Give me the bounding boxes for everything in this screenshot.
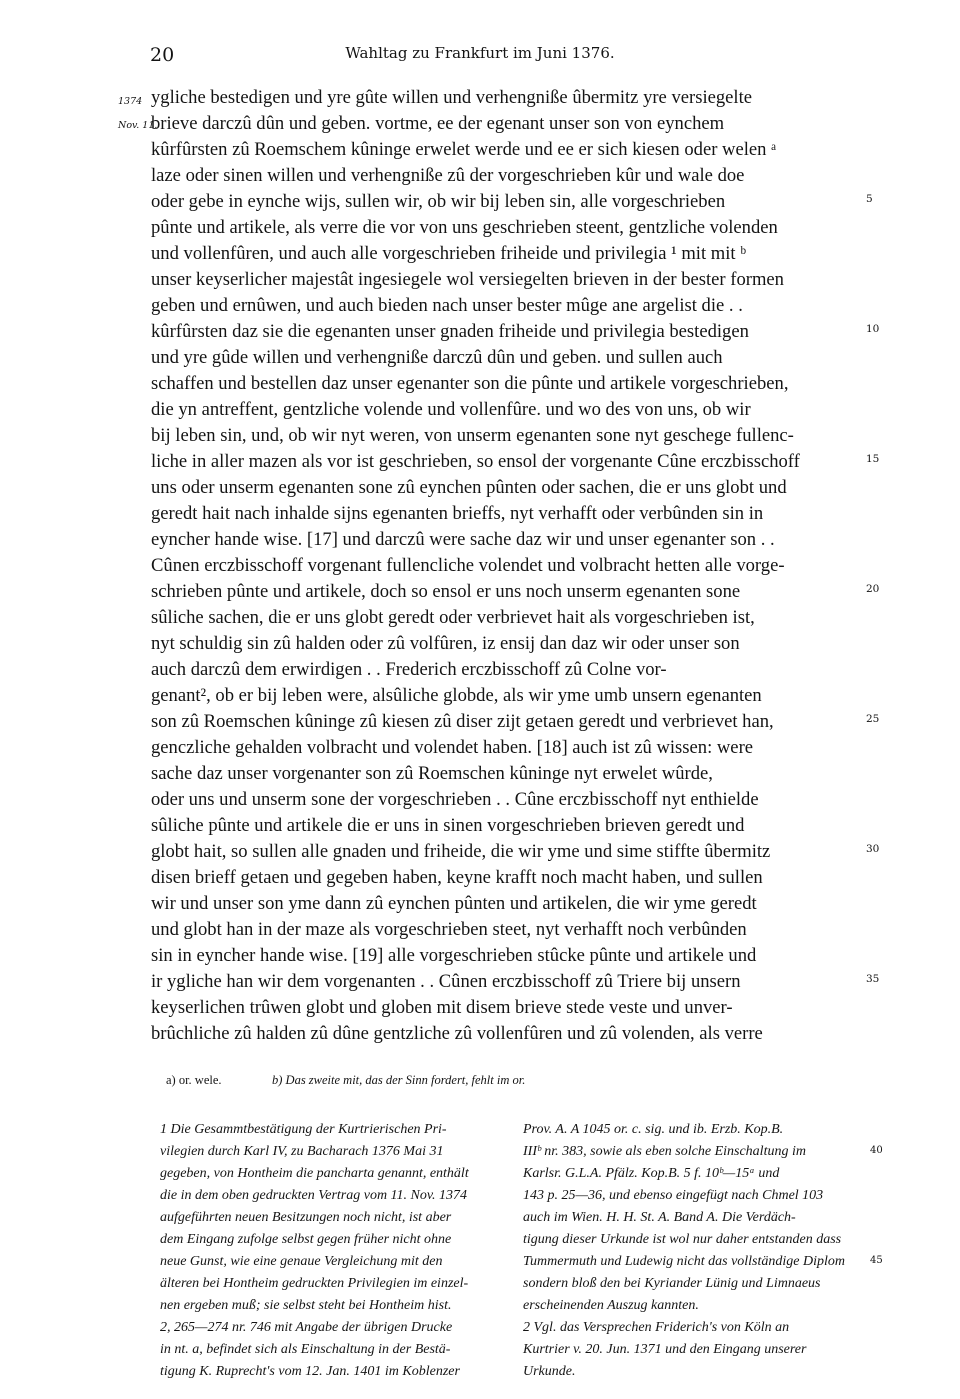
text-line: sûliche sachen, die er uns globt geredt oder verbrievet hait als vorgeschrieben ist, xyxy=(151,607,755,628)
footnote-line: vilegien durch Karl IV, zu Bacharach 1376 Mai 31 xyxy=(160,1144,444,1159)
footnote-line: tigung K. Ruprecht's vom 12. Jan. 1401 im Koblenzer xyxy=(160,1364,460,1379)
text-line: laze oder sinen willen und verhengniße zû der vorgeschrieben kûr und wale doe xyxy=(151,165,745,186)
text-line: und globt han in der maze als vorgeschrieben steet, nyt verhafft noch verbûnden xyxy=(151,919,747,940)
footnote-line: 2 Vgl. das Versprechen Friderich's von Köln an xyxy=(523,1320,790,1335)
footnote-line: dem Eingang zufolge selbst gegen früher nicht ohne xyxy=(160,1232,452,1247)
text-line: und vollenfûren, und auch alle vorgeschrieben friheide und privilegia ¹ mit mit ᵇ xyxy=(151,243,746,264)
text-line: pûnte und artikele, als verre die vor von uns geschrieben steent, gentzliche volenden xyxy=(151,217,778,238)
text-line: disen brieff getaen und gegeben haben, keyne krafft noch macht haben, und sullen xyxy=(151,867,763,888)
text-line: geben und ernûwen, und auch bieden nach unser bester mûge ane argelist die . . xyxy=(151,295,743,316)
footnote-line: Kurtrier v. 20. Jun. 1371 und den Eingang unserer xyxy=(523,1342,807,1357)
text-line: genczliche gehalden volbracht und volendet haben. [18] auch ist zû wissen: were xyxy=(151,737,754,758)
text-line: brieve darczû dûn und geben. vortme, ee der egenant unser son von eynchem xyxy=(151,113,725,134)
text-line: ir ygliche han wir dem vorgenanten . . Cûnen erczbisschoff zû Triere bij unsern xyxy=(151,971,741,992)
text-line: genant², ob er bij leben were, alsûliche globde, als wir yme umb unsern egenanten xyxy=(151,685,762,706)
footnote-line: 1 Die Gesammtbestätigung der Kurtrierischen Pri- xyxy=(160,1122,447,1137)
line-number: 5 xyxy=(866,193,873,205)
text-line: keyserlichen trûwen globt und globen mit disem brieve stede veste und unver- xyxy=(151,997,733,1018)
footnote-line: die in dem oben gedruckten Vertrag vom 11. Nov. 1374 xyxy=(160,1188,468,1203)
line-number: 10 xyxy=(866,323,880,335)
footnote-line: auch im Wien. H. H. St. A. Band A. Die Verdäch- xyxy=(523,1210,796,1225)
text-line: bij leben sin, und, ob wir nyt weren, von unserm egenanten sone nyt geschege fullenc- xyxy=(151,425,794,446)
text-line: und yre gûde willen und verhengniße darczû dûn und geben. und sullen auch xyxy=(151,347,723,368)
footnote-line: Prov. A. A 1045 or. c. sig. und ib. Erzb. Kop.B. xyxy=(523,1122,784,1137)
footnote-line: IIIᵇ nr. 383, sowie als eben solche Einschaltung im xyxy=(523,1144,806,1159)
line-number: 25 xyxy=(866,713,880,725)
line-number: 15 xyxy=(866,453,880,465)
text-line: oder uns und unserm sone der vorgeschrieben . . Cûne erczbisschoff nyt enthielde xyxy=(151,789,759,810)
text-line: globt hait, so sullen alle gnaden und friheide, die wir yme und sime stiffte ûbermitz xyxy=(151,841,771,862)
text-line: nyt schuldig sin zû halden oder zû volfûren, iz ensij dan daz wir oder unser son xyxy=(151,633,740,654)
text-line: eyncher hande wise. [17] und darczû were sache daz wir und unser egenanter son . . xyxy=(151,529,775,550)
margin-note-date: Nov. 11. xyxy=(118,120,158,131)
text-line: wir und unser son yme dann zû eynchen pûnten und artikelen, die wir yme geredt xyxy=(151,893,757,914)
text-line: son zû Roemschen kûninge zû kiesen zû diser zijt getaen geredt und verbrievet han, xyxy=(151,711,774,732)
text-line: sin in eyncher hande wise. [19] alle vorgeschrieben stûcke pûnte und artikele und xyxy=(151,945,757,966)
footnote-line: neue Gunst, wie eine genaue Vergleichung mit den xyxy=(160,1254,443,1269)
footnote-line: aufgeführten neuen Besitzungen noch nicht, ist aber xyxy=(160,1210,452,1225)
text-line: Cûnen erczbisschoff vorgenant fullencliche volendet und volbracht hetten alle vorge- xyxy=(151,555,785,576)
footnote-line: sondern bloß den bei Kyriander Lünig und Limnaeus xyxy=(523,1276,821,1291)
footnote-line: 2, 265—274 nr. 746 mit Angabe der übrigen Drucke xyxy=(160,1320,453,1335)
text-line: ygliche bestedigen und yre gûte willen und verhengniße ûbermitz yre versiegelte xyxy=(151,87,752,108)
footnote-line: Karlsr. G.L.A. Pfälz. Kop.B. 5 f. 10ᵇ—15ᵃ und xyxy=(523,1166,780,1181)
variant-note-b: b) Das zweite mit, das der Sinn fordert, fehlt im or. xyxy=(272,1073,526,1087)
text-line: liche in aller mazen als vor ist geschrieben, so ensol der vorgenante Cûne erczbisschoff xyxy=(151,451,800,472)
footnote-line: tigung dieser Urkunde ist wol nur daher entstanden dass xyxy=(523,1232,842,1247)
footnote-line-number: 45 xyxy=(870,1255,883,1266)
text-line: auch darczû dem erwirdigen . . Frederich erczbisschoff zû Colne vor- xyxy=(151,659,667,680)
text-line: unser keyserlicher majestât ingesiegele wol versiegelten brieven in der bester formen xyxy=(151,269,784,290)
text-line: schaffen und bestellen daz unser egenanter son die pûnte und artikele vorgeschrieben, xyxy=(151,373,789,394)
text-line: geredt hait nach inhalde sijns egenanten brieffs, nyt verhafft oder verbûnden sin in xyxy=(151,503,764,524)
line-number: 30 xyxy=(866,843,880,855)
footnote-line: Urkunde. xyxy=(523,1364,576,1379)
text-line: sûliche pûnte und artikele die er uns in sinen vorgeschrieben brieven geredt und xyxy=(151,815,745,836)
text-line: brûchliche zû halden zû dûne gentzliche zû vollenfûren und zû volenden, als verre xyxy=(151,1023,763,1044)
text-line: kûrfûrsten daz sie die egenanten unser gnaden friheide und privilegia bestedigen xyxy=(151,321,749,342)
text-line: kûrfûrsten zû Roemschem kûninge erwelet werde und ee er sich kiesen oder welen ᵃ xyxy=(151,139,777,160)
text-line: die yn antreffent, gentzliche volende und vollenfûre. und wo des von uns, ob wir xyxy=(151,399,751,420)
footnote-line: nen ergeben muß; sie selbst steht bei Hontheim hist. xyxy=(160,1298,452,1313)
text-line: sache daz unser vorgenanter son zû Roemschen kûninge nyt erwelet wûrde, xyxy=(151,763,713,784)
footnote-line: gegeben, von Hontheim die pancharta genannt, enthält xyxy=(160,1166,469,1181)
variant-note-a: a) or. wele. xyxy=(166,1073,222,1087)
line-number: 20 xyxy=(866,583,880,595)
footnote-line-number: 40 xyxy=(870,1145,883,1156)
footnote-line: in nt. a, befindet sich als Einschaltung in der Bestä- xyxy=(160,1342,451,1357)
line-number: 35 xyxy=(866,973,880,985)
text-line: schrieben pûnte und artikele, doch so ensol er uns noch unserm egenanten sone xyxy=(151,581,741,602)
footnote-line: Tummermuth und Ludewig nicht das vollständige Diplom xyxy=(523,1254,845,1269)
text-line: oder gebe in eynche wijs, sullen wir, ob wir bij leben sin, alle vorgeschrieben xyxy=(151,191,726,212)
running-title: Wahltag zu Frankfurt im Juni 1376. xyxy=(345,44,615,62)
footnote-line: 143 p. 25—36, und ebenso eingefügt nach Chmel 103 xyxy=(523,1188,824,1203)
text-line: uns oder unserm egenanten sone zû eynchen pûnten oder sachen, die er uns globt und xyxy=(151,477,787,498)
page-number: 20 xyxy=(150,44,175,66)
footnote-line: erscheinenden Auszug kannten. xyxy=(523,1298,699,1313)
footnote-line: älteren bei Hontheim gedruckten Privilegien im einzel- xyxy=(160,1276,469,1291)
margin-note-year: 1374 xyxy=(118,96,143,107)
